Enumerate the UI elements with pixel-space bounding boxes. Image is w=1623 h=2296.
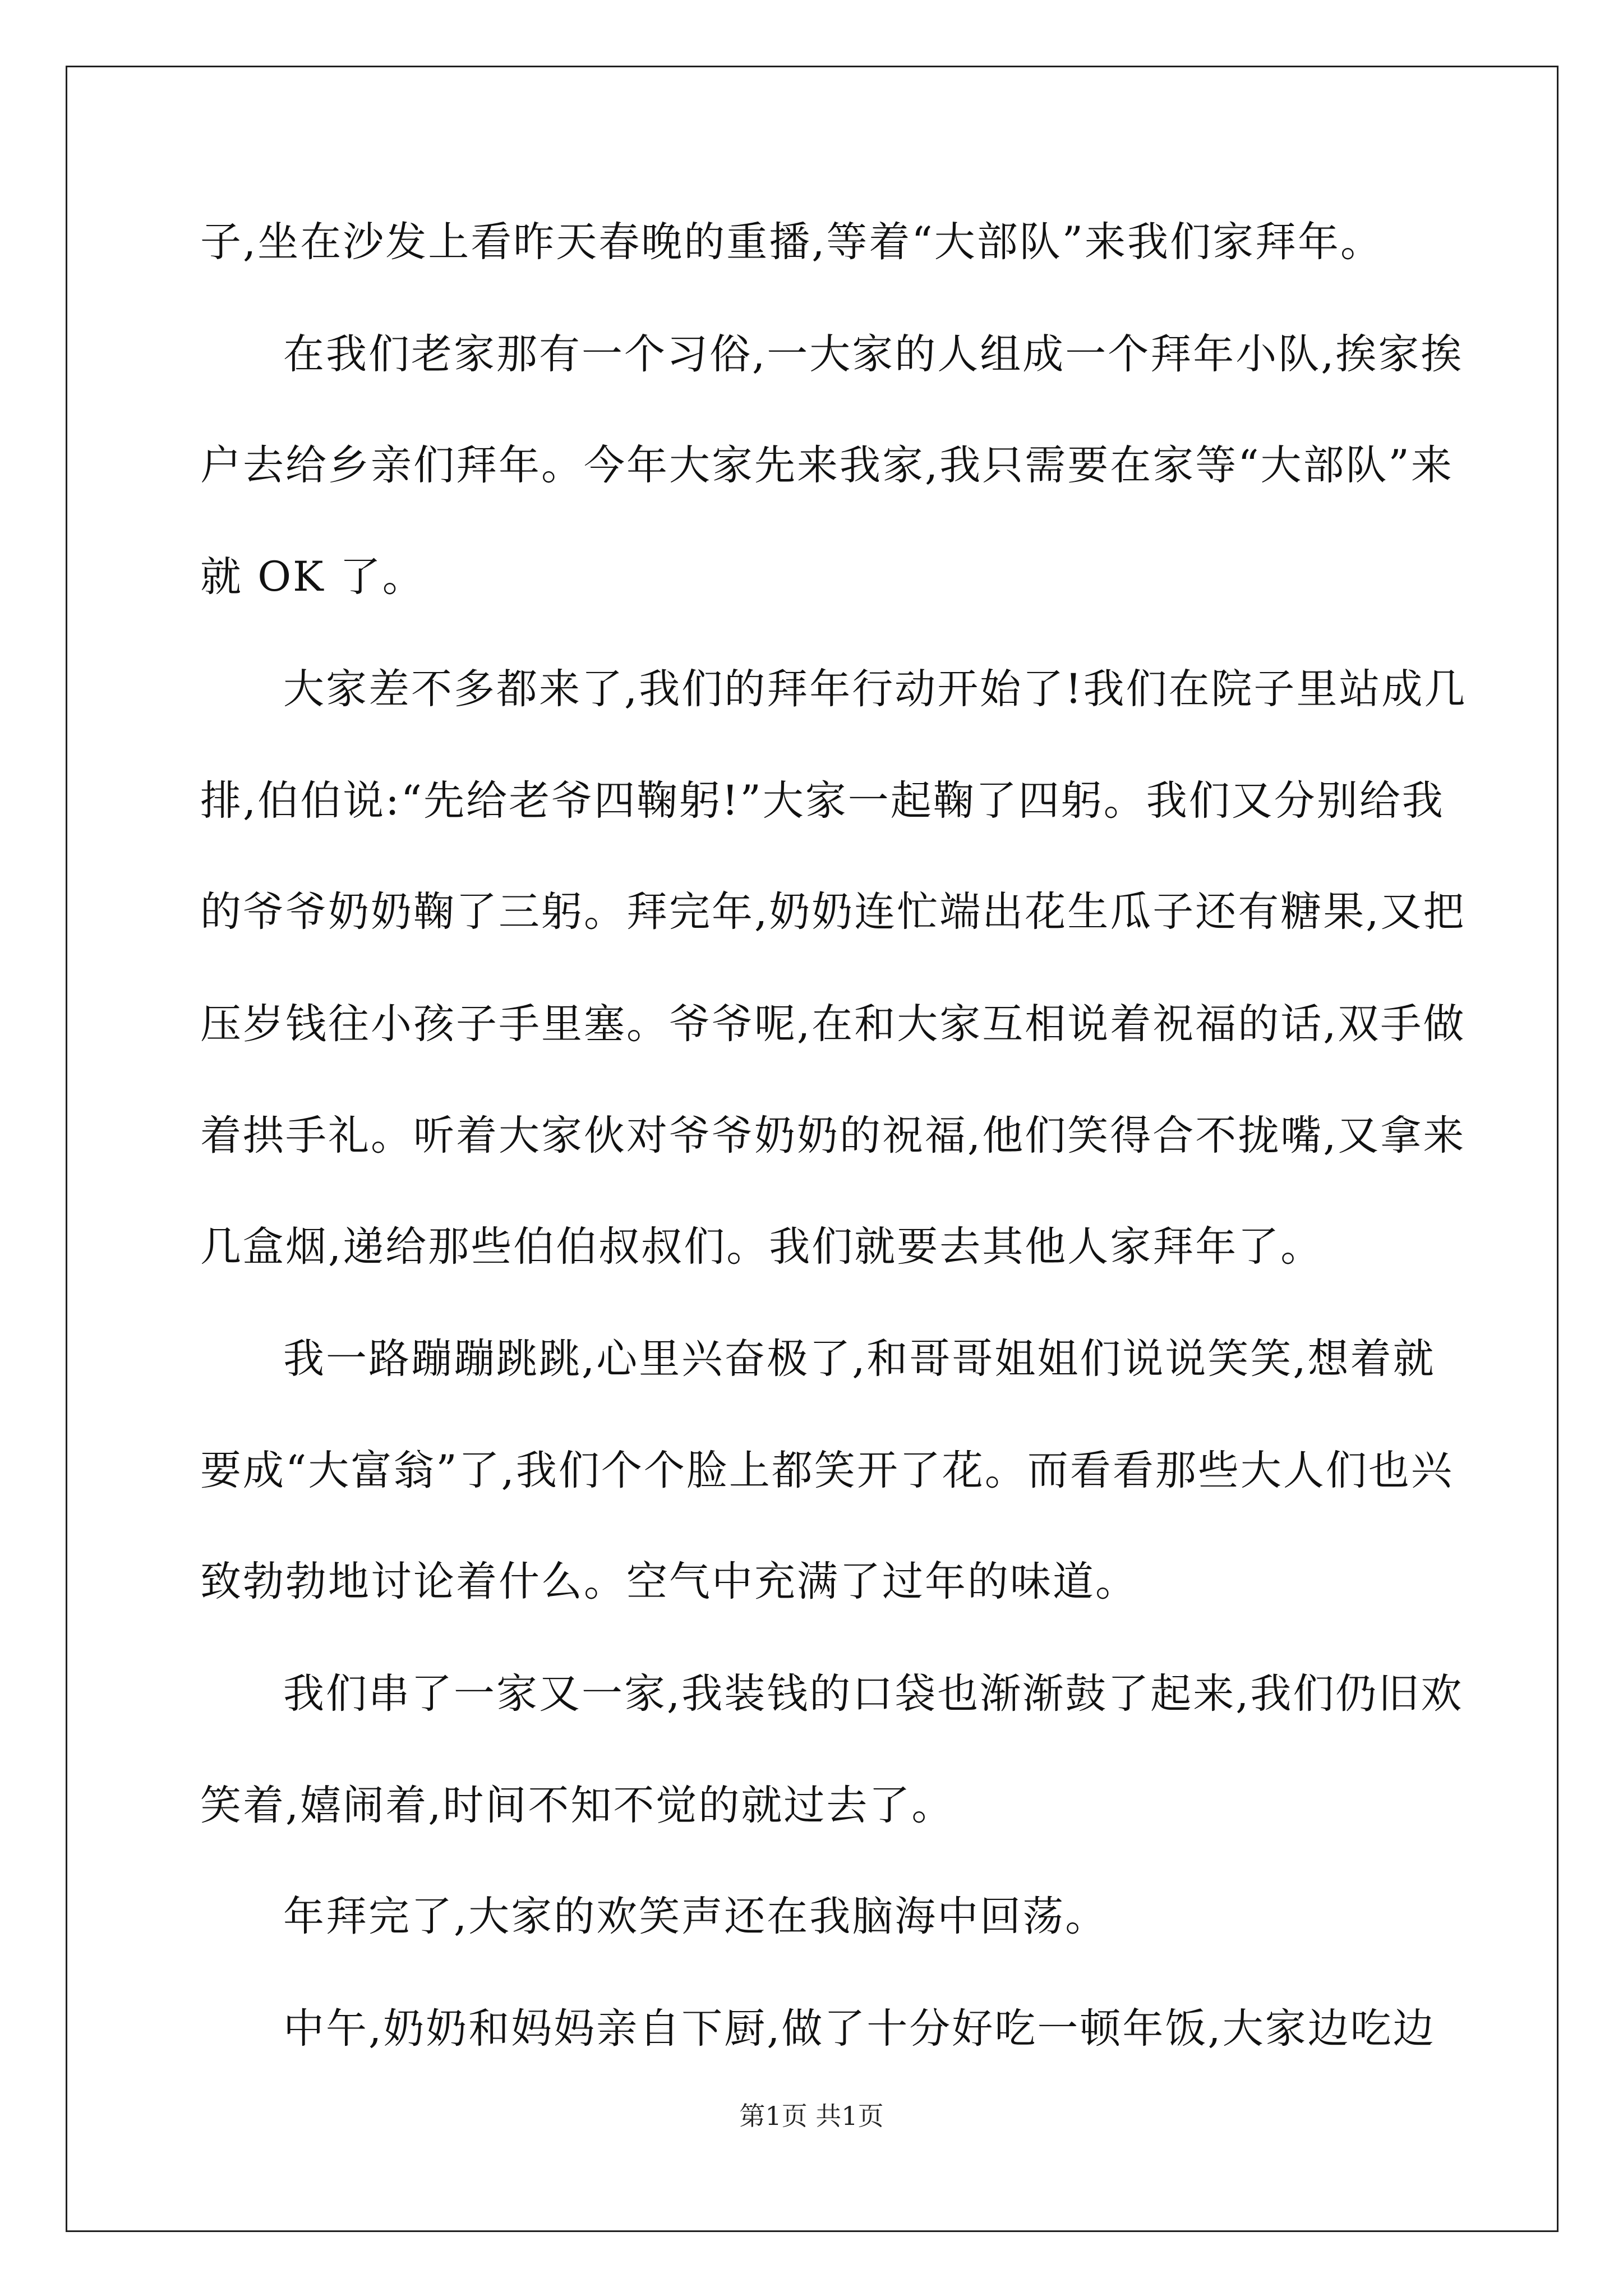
text-line: 要成“大富翁”了,我们个个脸上都笑开了花。而看看那些大人们也兴: [200, 1447, 1454, 1494]
text-line: 的爷爷奶奶鞠了三躬。拜完年,奶奶连忙端出花生瓜子还有糖果,又把: [200, 888, 1466, 936]
text-line: 我一路蹦蹦跳跳,心里兴奋极了,和哥哥姐姐们说说笑笑,想着就: [283, 1335, 1436, 1383]
page-number-footer: 第1页 共1页: [739, 2101, 884, 2131]
document-body: [200, 0, 1467, 2053]
text-line: 就 OK 了。: [200, 553, 425, 601]
text-line: 笑着,嬉闹着,时间不知不觉的就过去了。: [200, 1782, 955, 1829]
text-line: 着拱手礼。听着大家伙对爷爷奶奶的祝福,他们笑得合不拢嘴,又拿来: [200, 1112, 1466, 1159]
text-line: 排,伯伯说:“先给老爷四鞠躬!”大家一起鞠了四躬。我们又分别给我: [200, 777, 1445, 825]
text-line: 致勃勃地讨论着什么。空气中充满了过年的味道。: [200, 1558, 1138, 1605]
text-line: 几盒烟,递给那些伯伯叔叔们。我们就要去其他人家拜年了。: [200, 1223, 1324, 1271]
text-line: 中午,奶奶和妈妈亲自下厨,做了十分好吃一顿年饭,大家边吃边: [283, 2005, 1436, 2053]
text-line: 大家差不多都来了,我们的拜年行动开始了!我们在院子里站成几: [283, 665, 1467, 713]
text-line: 压岁钱往小孩子手里塞。爷爷呢,在和大家互相说着祝福的话,双手做: [200, 1000, 1466, 1048]
text-line: 户去给乡亲们拜年。今年大家先来我家,我只需要在家等“大部队”来: [200, 441, 1454, 489]
text-line: 年拜完了,大家的欢笑声还在我脑海中回荡。: [283, 1893, 1108, 1940]
text-line: 在我们老家那有一个习俗,一大家的人组成一个拜年小队,挨家挨: [283, 330, 1464, 378]
text-line: 子,坐在沙发上看昨天春晚的重播,等着“大部队”来我们家拜年。: [200, 218, 1384, 266]
text-line: 我们串了一家又一家,我装钱的口袋也渐渐鼓了起来,我们仍旧欢: [283, 1670, 1464, 1718]
